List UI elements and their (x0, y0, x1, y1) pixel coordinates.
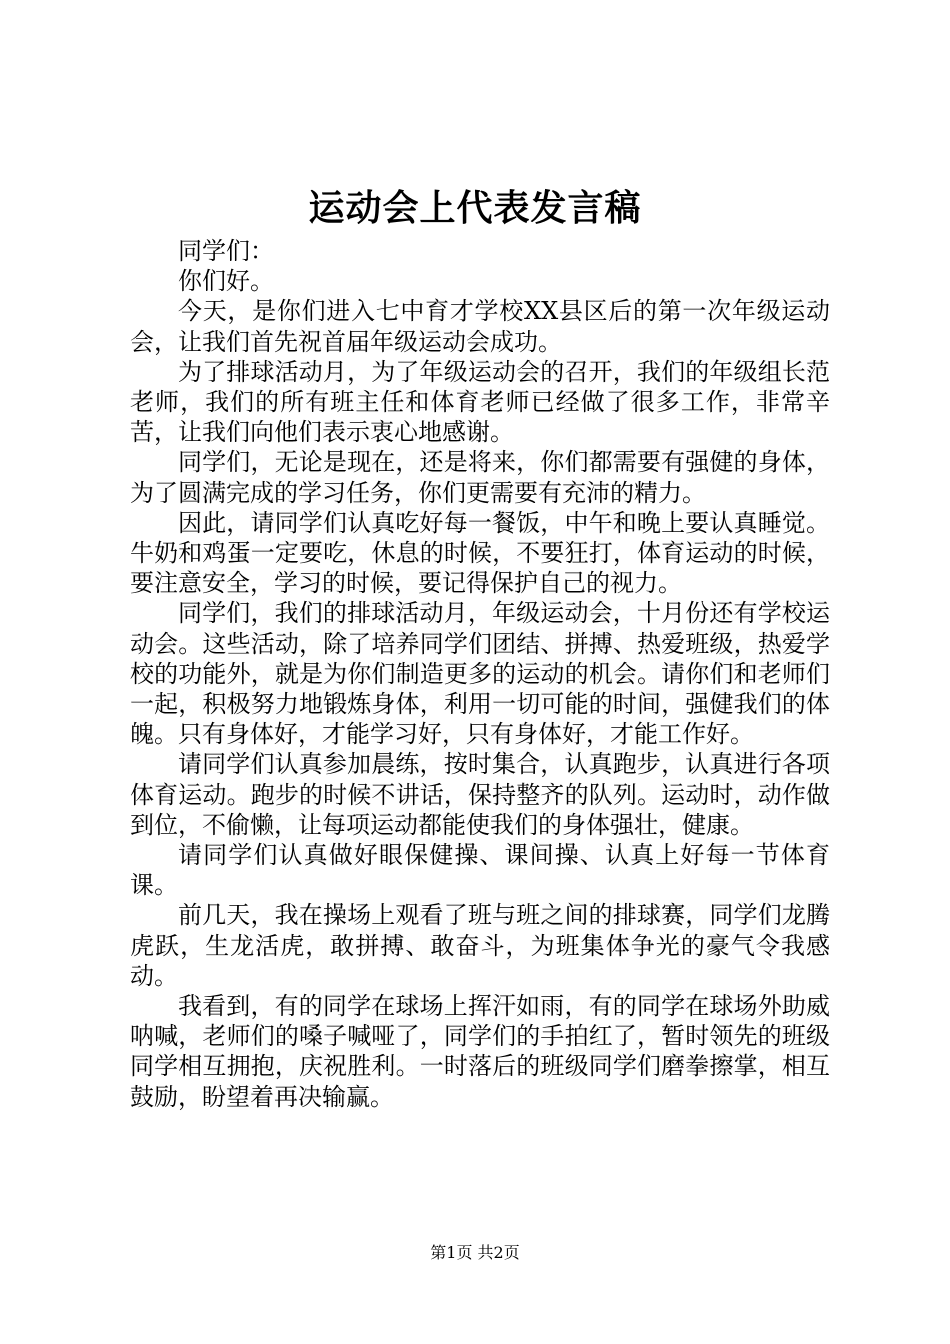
paragraph: 因此，请同学们认真吃好每一餐饭，中午和晚上要认真睡觉。牛奶和鸡蛋一定要吃，休息的时候，不要狂打，体育运动的时候，要注意安全，学习的时候，要记得保护自己的视力。 (130, 508, 830, 598)
paragraph: 前几天，我在操场上观看了班与班之间的排球赛，同学们龙腾虎跃，生龙活虎，敢拼搏、敢奋斗，为班集体争光的豪气令我感动。 (130, 901, 830, 990)
paragraph: 同学们，我们的排球活动月，年级运动会，十月份还有学校运动会。这些活动，除了培养同学们团结、拼搏、热爱班级，热爱学校的功能外，就是为你们制造更多的运动的机会。请你们和老师们一起，积极努力地锻炼身体，利用一切可能的时间，强健我们的体魄。只有身体好，才能学习好，只有身体好，才能工作好。 (130, 599, 830, 749)
document-body (130, 236, 830, 1112)
paragraph-hello: 你们好。 (178, 267, 274, 296)
paragraph: 同学们，无论是现在，还是将来，你们都需要有强健的身体，为了圆满完成的学习任务，你们更需要有充沛的精力。 (130, 448, 830, 507)
page-number-footer: 第1页 共2页 (430, 1243, 520, 1262)
paragraph: 今天，是你们进入七中育才学校XX县区后的第一次年级运动会，让我们首先祝首届年级运动会成功。 (130, 297, 830, 356)
paragraph: 请同学们认真做好眼保健操、课间操、认真上好每一节体育课。 (130, 841, 830, 900)
paragraph-greeting: 同学们： (178, 237, 274, 265)
paragraph: 请同学们认真参加晨练，按时集合，认真跑步，认真进行各项体育运动。跑步的时候不讲话，保持整齐的队列。运动时，动作做到位，不偷懒，让每项运动都能使我们的身体强壮，健康。 (130, 750, 830, 839)
paragraph: 为了排球活动月，为了年级运动会的召开，我们的年级组长范老师，我们的所有班主任和体育老师已经做了很多工作，非常辛苦，让我们向他们表示衷心地感谢。 (130, 357, 830, 447)
paragraph: 我看到，有的同学在球场上挥汗如雨，有的同学在球场外助威呐喊，老师们的嗓子喊哑了，同学们的手拍红了，暂时领先的班级同学相互拥抱，庆祝胜利。一时落后的班级同学们磨拳擦掌，相互鼓励，盼望着再决输赢。 (130, 992, 830, 1111)
document-title: 运动会上代表发言稿 (308, 187, 642, 229)
